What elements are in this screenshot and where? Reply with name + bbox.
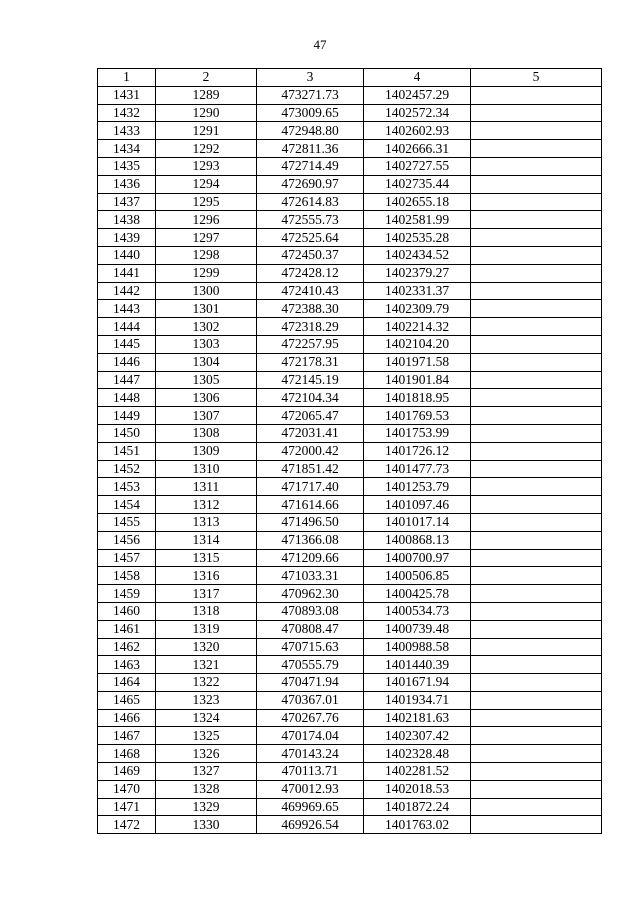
table-cell xyxy=(471,371,602,389)
table-row xyxy=(98,691,602,709)
table-cell: 1465 xyxy=(98,691,156,709)
table-cell: 469969.65 xyxy=(257,798,364,816)
table-cell: 472690.97 xyxy=(257,175,364,193)
table-row xyxy=(98,140,602,158)
table-row xyxy=(98,229,602,247)
table-cell: 1401818.95 xyxy=(364,389,471,407)
table-cell: 1402281.52 xyxy=(364,763,471,781)
table-row xyxy=(98,104,602,122)
table-cell: 1457 xyxy=(98,549,156,567)
table-cell: 1319 xyxy=(156,620,257,638)
table-cell xyxy=(471,335,602,353)
table-cell: 1402379.27 xyxy=(364,264,471,282)
table-cell xyxy=(471,122,602,140)
table-cell: 472811.36 xyxy=(257,140,364,158)
table-row xyxy=(98,389,602,407)
table-cell: 1330 xyxy=(156,816,257,834)
table-cell: 1438 xyxy=(98,211,156,229)
table-cell: 470715.63 xyxy=(257,638,364,656)
table-row xyxy=(98,798,602,816)
table-row xyxy=(98,620,602,638)
table-cell: 1402727.55 xyxy=(364,157,471,175)
table-cell xyxy=(471,442,602,460)
table-cell xyxy=(471,798,602,816)
table-cell: 1402309.79 xyxy=(364,300,471,318)
table-cell: 1308 xyxy=(156,424,257,442)
table-cell: 1401971.58 xyxy=(364,353,471,371)
table-cell: 1450 xyxy=(98,424,156,442)
table-cell: 1298 xyxy=(156,246,257,264)
table-cell xyxy=(471,567,602,585)
table-cell: 472257.95 xyxy=(257,335,364,353)
table-cell: 1290 xyxy=(156,104,257,122)
table-cell: 1401934.71 xyxy=(364,691,471,709)
table-cell xyxy=(471,175,602,193)
table-cell xyxy=(471,140,602,158)
table-cell: 1400988.58 xyxy=(364,638,471,656)
table-cell: 472450.37 xyxy=(257,246,364,264)
table-cell: 1402434.52 xyxy=(364,246,471,264)
table-row xyxy=(98,335,602,353)
table-cell: 1401477.73 xyxy=(364,460,471,478)
table-cell: 1435 xyxy=(98,157,156,175)
table-cell xyxy=(471,709,602,727)
table-cell: 1401253.79 xyxy=(364,478,471,496)
table-row xyxy=(98,727,602,745)
table-cell: 1402535.28 xyxy=(364,229,471,247)
table-cell: 1449 xyxy=(98,407,156,425)
table-cell: 1291 xyxy=(156,122,257,140)
table-cell: 471209.66 xyxy=(257,549,364,567)
table-cell xyxy=(471,780,602,798)
table-cell: 1452 xyxy=(98,460,156,478)
table-cell: 1329 xyxy=(156,798,257,816)
table-body xyxy=(98,86,602,833)
table-cell: 470962.30 xyxy=(257,585,364,603)
table-cell: 1400739.48 xyxy=(364,620,471,638)
table-cell: 1470 xyxy=(98,780,156,798)
table-cell: 1313 xyxy=(156,513,257,531)
table-cell: 1314 xyxy=(156,531,257,549)
table-cell xyxy=(471,282,602,300)
table-cell xyxy=(471,691,602,709)
table-cell: 1400425.78 xyxy=(364,585,471,603)
table-cell: 1402328.48 xyxy=(364,745,471,763)
table-cell: 1468 xyxy=(98,745,156,763)
table-cell: 1402104.20 xyxy=(364,335,471,353)
table-cell: 1296 xyxy=(156,211,257,229)
table-cell xyxy=(471,513,602,531)
table-cell xyxy=(471,86,602,104)
table-cell: 472031.41 xyxy=(257,424,364,442)
table-cell: 1402655.18 xyxy=(364,193,471,211)
table-cell: 1448 xyxy=(98,389,156,407)
table-cell xyxy=(471,531,602,549)
table-cell xyxy=(471,620,602,638)
table-cell: 1433 xyxy=(98,122,156,140)
table-cell: 1310 xyxy=(156,460,257,478)
table-cell xyxy=(471,674,602,692)
table-cell: 1466 xyxy=(98,709,156,727)
table-cell: 1295 xyxy=(156,193,257,211)
table-cell xyxy=(471,816,602,834)
table-cell: 1322 xyxy=(156,674,257,692)
table-cell: 1402457.29 xyxy=(364,86,471,104)
table-cell: 1312 xyxy=(156,496,257,514)
table-cell: 1442 xyxy=(98,282,156,300)
table-cell: 471851.42 xyxy=(257,460,364,478)
table-cell: 472318.29 xyxy=(257,318,364,336)
table-cell: 1401671.94 xyxy=(364,674,471,692)
table-row xyxy=(98,763,602,781)
table-cell: 1401017.14 xyxy=(364,513,471,531)
table-cell xyxy=(471,549,602,567)
table-row xyxy=(98,780,602,798)
table-row xyxy=(98,424,602,442)
table-row xyxy=(98,638,602,656)
table-cell: 472178.31 xyxy=(257,353,364,371)
table-header-row xyxy=(98,69,602,87)
table-cell: 1402666.31 xyxy=(364,140,471,158)
table-cell xyxy=(471,727,602,745)
table-cell xyxy=(471,353,602,371)
table-cell: 1299 xyxy=(156,264,257,282)
table-cell: 1447 xyxy=(98,371,156,389)
table-cell: 1305 xyxy=(156,371,257,389)
table-cell: 1289 xyxy=(156,86,257,104)
table-cell: 1462 xyxy=(98,638,156,656)
table-row xyxy=(98,371,602,389)
table-cell: 1294 xyxy=(156,175,257,193)
table-cell: 1459 xyxy=(98,585,156,603)
table-row xyxy=(98,300,602,318)
table-cell: 1461 xyxy=(98,620,156,638)
table-cell: 470267.76 xyxy=(257,709,364,727)
table-cell: 472525.64 xyxy=(257,229,364,247)
table-cell: 472104.34 xyxy=(257,389,364,407)
table-cell: 470012.93 xyxy=(257,780,364,798)
table-cell: 1432 xyxy=(98,104,156,122)
page-number: 47 xyxy=(313,37,327,52)
table-cell: 1437 xyxy=(98,193,156,211)
table-cell: 1434 xyxy=(98,140,156,158)
table-cell xyxy=(471,460,602,478)
table-cell: 1401097.46 xyxy=(364,496,471,514)
table-cell: 1454 xyxy=(98,496,156,514)
table-cell xyxy=(471,478,602,496)
table-cell: 1402307.42 xyxy=(364,727,471,745)
table-cell: 470471.94 xyxy=(257,674,364,692)
table-cell: 471366.08 xyxy=(257,531,364,549)
table-cell xyxy=(471,246,602,264)
table-cell: 472714.49 xyxy=(257,157,364,175)
table-cell: 469926.54 xyxy=(257,816,364,834)
table-row xyxy=(98,157,602,175)
table-cell: 1400868.13 xyxy=(364,531,471,549)
table-cell: 1328 xyxy=(156,780,257,798)
table-row xyxy=(98,246,602,264)
table-cell xyxy=(471,424,602,442)
table-row xyxy=(98,496,602,514)
table-cell xyxy=(471,193,602,211)
table-cell: 1472 xyxy=(98,816,156,834)
column-header-4: 4 xyxy=(364,69,471,87)
table-cell: 1400506.85 xyxy=(364,567,471,585)
table-cell: 1402181.63 xyxy=(364,709,471,727)
table-row xyxy=(98,585,602,603)
table-cell: 1463 xyxy=(98,656,156,674)
table-cell: 1443 xyxy=(98,300,156,318)
table-cell: 1302 xyxy=(156,318,257,336)
table-cell xyxy=(471,407,602,425)
table-cell: 1445 xyxy=(98,335,156,353)
table-cell: 1464 xyxy=(98,674,156,692)
column-header-1: 1 xyxy=(98,69,156,87)
table-cell: 1455 xyxy=(98,513,156,531)
table-cell xyxy=(471,656,602,674)
table-cell xyxy=(471,157,602,175)
table-cell: 1300 xyxy=(156,282,257,300)
table-cell xyxy=(471,496,602,514)
table-cell: 1323 xyxy=(156,691,257,709)
table-row xyxy=(98,442,602,460)
table-row xyxy=(98,175,602,193)
table-cell: 472410.43 xyxy=(257,282,364,300)
table-cell: 1402572.34 xyxy=(364,104,471,122)
table-cell xyxy=(471,638,602,656)
table-cell xyxy=(471,763,602,781)
table-cell: 1325 xyxy=(156,727,257,745)
table-cell: 471496.50 xyxy=(257,513,364,531)
table-cell: 1446 xyxy=(98,353,156,371)
table-cell xyxy=(471,585,602,603)
table-cell: 1401901.84 xyxy=(364,371,471,389)
table-cell: 1471 xyxy=(98,798,156,816)
table-cell: 1307 xyxy=(156,407,257,425)
table-cell: 1402602.93 xyxy=(364,122,471,140)
table-cell: 1318 xyxy=(156,602,257,620)
table-cell xyxy=(471,104,602,122)
table-row xyxy=(98,656,602,674)
table-cell: 1402581.99 xyxy=(364,211,471,229)
coordinates-table xyxy=(97,68,602,834)
table-row xyxy=(98,709,602,727)
table-cell: 1303 xyxy=(156,335,257,353)
table-cell: 1441 xyxy=(98,264,156,282)
table-cell: 470113.71 xyxy=(257,763,364,781)
table-cell: 470143.24 xyxy=(257,745,364,763)
table-cell: 1324 xyxy=(156,709,257,727)
table-cell: 1401769.53 xyxy=(364,407,471,425)
table-cell: 1400534.73 xyxy=(364,602,471,620)
table-cell: 1320 xyxy=(156,638,257,656)
table-row xyxy=(98,549,602,567)
table-cell: 470367.01 xyxy=(257,691,364,709)
table-row xyxy=(98,193,602,211)
table-row xyxy=(98,513,602,531)
table-cell: 1467 xyxy=(98,727,156,745)
table-cell xyxy=(471,389,602,407)
table-row xyxy=(98,211,602,229)
table-cell: 1402214.32 xyxy=(364,318,471,336)
table-row xyxy=(98,264,602,282)
table-cell: 471717.40 xyxy=(257,478,364,496)
table-cell: 1431 xyxy=(98,86,156,104)
table-cell: 473009.65 xyxy=(257,104,364,122)
table-cell: 1439 xyxy=(98,229,156,247)
table-cell: 1317 xyxy=(156,585,257,603)
table-cell: 1451 xyxy=(98,442,156,460)
table-row xyxy=(98,407,602,425)
column-header-3: 3 xyxy=(257,69,364,87)
table-cell: 1326 xyxy=(156,745,257,763)
table-cell: 1402018.53 xyxy=(364,780,471,798)
table-cell: 472428.12 xyxy=(257,264,364,282)
table-cell: 472145.19 xyxy=(257,371,364,389)
table-cell: 1453 xyxy=(98,478,156,496)
table-cell: 472614.83 xyxy=(257,193,364,211)
table-row xyxy=(98,353,602,371)
table-cell: 1458 xyxy=(98,567,156,585)
table-cell: 1309 xyxy=(156,442,257,460)
table-cell: 470555.79 xyxy=(257,656,364,674)
table-cell: 1315 xyxy=(156,549,257,567)
table-cell xyxy=(471,318,602,336)
table-row xyxy=(98,478,602,496)
table-cell: 1301 xyxy=(156,300,257,318)
table-cell: 1321 xyxy=(156,656,257,674)
table-cell: 1460 xyxy=(98,602,156,620)
table-row xyxy=(98,602,602,620)
table-row xyxy=(98,86,602,104)
table-cell: 470893.08 xyxy=(257,602,364,620)
table-cell xyxy=(471,745,602,763)
table-cell: 1400700.97 xyxy=(364,549,471,567)
table-cell: 471614.66 xyxy=(257,496,364,514)
table-cell: 1401726.12 xyxy=(364,442,471,460)
table-cell: 1436 xyxy=(98,175,156,193)
table-cell: 472000.42 xyxy=(257,442,364,460)
table-cell: 472555.73 xyxy=(257,211,364,229)
table-cell: 1401753.99 xyxy=(364,424,471,442)
table-cell: 1401440.39 xyxy=(364,656,471,674)
table-cell: 470174.04 xyxy=(257,727,364,745)
table-cell: 1327 xyxy=(156,763,257,781)
table-row xyxy=(98,282,602,300)
table-cell: 1292 xyxy=(156,140,257,158)
table-cell: 471033.31 xyxy=(257,567,364,585)
table-cell: 1401763.02 xyxy=(364,816,471,834)
table-row xyxy=(98,674,602,692)
table-row xyxy=(98,816,602,834)
column-header-2: 2 xyxy=(156,69,257,87)
table-cell xyxy=(471,264,602,282)
table-cell: 1311 xyxy=(156,478,257,496)
table-cell: 1293 xyxy=(156,157,257,175)
table-cell: 472948.80 xyxy=(257,122,364,140)
table-cell: 472388.30 xyxy=(257,300,364,318)
table-cell: 1444 xyxy=(98,318,156,336)
table-cell: 1304 xyxy=(156,353,257,371)
table-row xyxy=(98,460,602,478)
table-row xyxy=(98,531,602,549)
table-cell: 1440 xyxy=(98,246,156,264)
table-cell: 1297 xyxy=(156,229,257,247)
table-cell xyxy=(471,300,602,318)
table-cell: 1401872.24 xyxy=(364,798,471,816)
table-cell xyxy=(471,602,602,620)
table-row xyxy=(98,567,602,585)
table-row xyxy=(98,122,602,140)
table-cell: 473271.73 xyxy=(257,86,364,104)
table-cell: 1306 xyxy=(156,389,257,407)
table-cell: 1402331.37 xyxy=(364,282,471,300)
table-cell xyxy=(471,211,602,229)
table-cell: 1469 xyxy=(98,763,156,781)
table-cell: 1316 xyxy=(156,567,257,585)
table-row xyxy=(98,318,602,336)
table-cell: 472065.47 xyxy=(257,407,364,425)
table-cell: 1402735.44 xyxy=(364,175,471,193)
table-cell: 470808.47 xyxy=(257,620,364,638)
table-row xyxy=(98,745,602,763)
table-cell: 1456 xyxy=(98,531,156,549)
table-cell xyxy=(471,229,602,247)
column-header-5: 5 xyxy=(471,69,602,87)
